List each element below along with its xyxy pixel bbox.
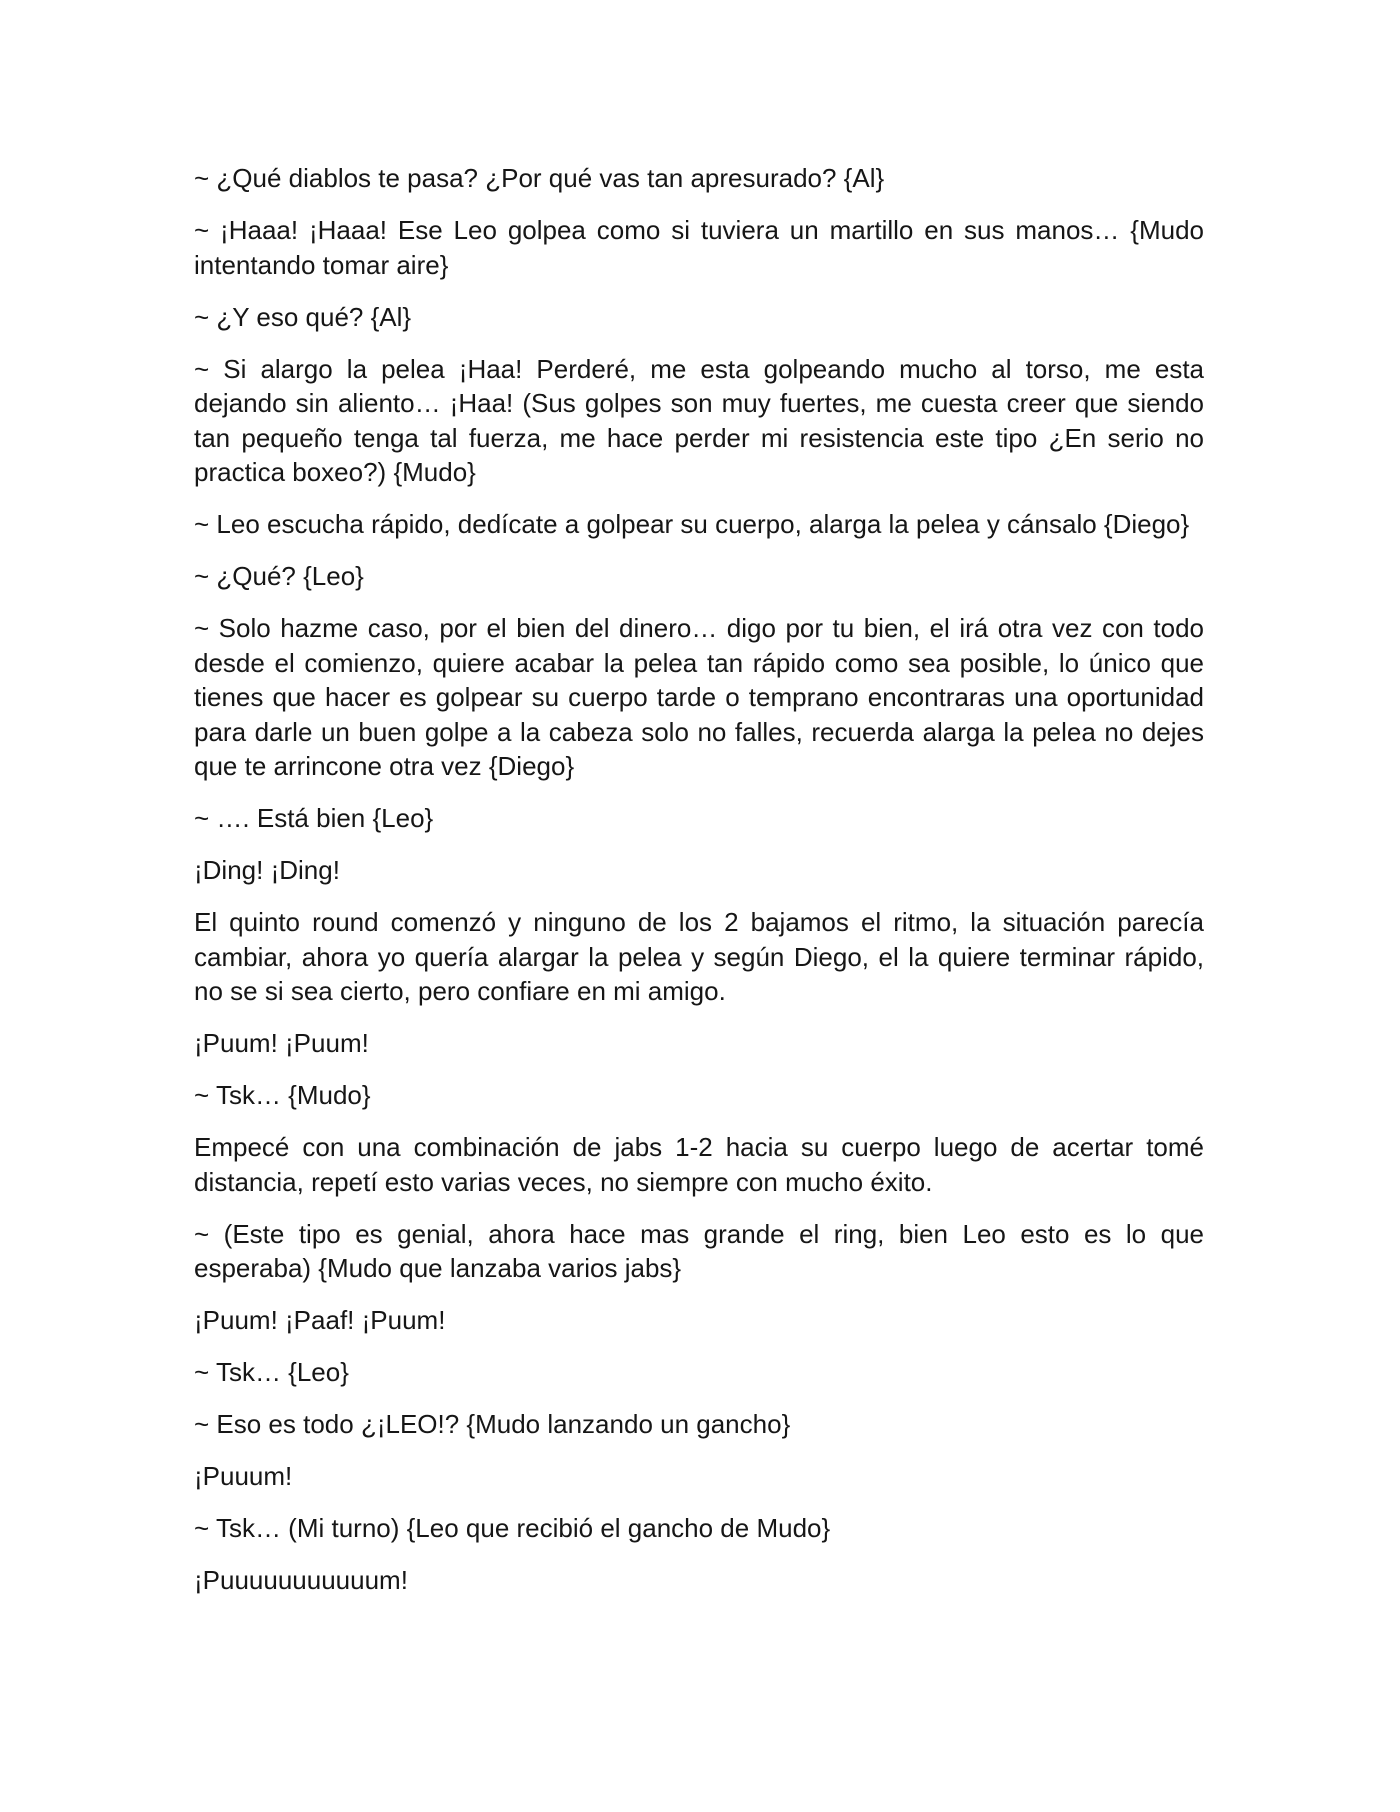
paragraph-17: ~ Eso es todo ¿¡LEO!? {Mudo lanzando un gancho} (194, 1409, 791, 1439)
paragraph-20: ¡Puuuuuuuuuuum! (194, 1565, 408, 1595)
paragraph-8: ~ …. Está bien {Leo} (194, 803, 434, 833)
paragraph-16: ~ Tsk… {Leo} (194, 1357, 349, 1387)
document-page (194, 161, 1204, 1615)
paragraph-11: ¡Puum! ¡Puum! (194, 1028, 369, 1058)
paragraph-19: ~ Tsk… (Mi turno) {Leo que recibió el gancho de Mudo} (194, 1513, 831, 1543)
paragraph-12: ~ Tsk… {Mudo} (194, 1080, 371, 1110)
paragraph-7: ~ Solo hazme caso, por el bien del dinero… digo por tu bien, el irá otra vez con todo desde el comienzo, quiere acabar la pelea tan rápido como sea posible, lo único que tienes que hacer es golpear su cuerpo tarde o temprano encontraras una oportunidad para darle un buen golpe a la cabeza solo no falles, recuerda alarga la pelea no dejes que te arrincone otra vez {Diego} (194, 613, 1204, 781)
paragraph-3: ~ ¿Y eso qué? {Al} (194, 301, 412, 332)
paragraph-13: Empecé con una combinación de jabs 1-2 hacia su cuerpo luego de acertar tomé distancia, repetí esto varias veces, no siempre con mucho éxito. (194, 1132, 1204, 1197)
paragraph-9: ¡Ding! ¡Ding! (194, 855, 340, 885)
paragraph-5: ~ Leo escucha rápido, dedícate a golpear su cuerpo, alarga la pelea y cánsalo {Diego} (194, 509, 1190, 539)
paragraph-18: ¡Puuum! (194, 1461, 293, 1491)
paragraph-6: ~ ¿Qué? {Leo} (194, 561, 364, 591)
paragraph-4: ~ Si alargo la pelea ¡Haa! Perderé, me esta golpeando mucho al torso, me esta dejando sin aliento… ¡Haa! (Sus golpes son muy fuertes, me cuesta creer que siendo tan pequeño tenga tal fuerza, me hace perder mi resistencia este tipo ¿En serio no practica boxeo?) {Mudo} (194, 353, 1204, 487)
paragraph-14: ~ (Este tipo es genial, ahora hace mas grande el ring, bien Leo esto es lo que esperaba) {Mudo que lanzaba varios jabs} (194, 1218, 1204, 1283)
paragraph-10: El quinto round comenzó y ninguno de los 2 bajamos el ritmo, la situación parecía cambiar, ahora yo quería alargar la pelea y según Diego, el la quiere terminar rápido, no se si sea cierto, pero confiare en mi amigo. (194, 907, 1204, 1006)
paragraph-15: ¡Puum! ¡Paaf! ¡Puum! (194, 1305, 446, 1335)
paragraph-2: ~ ¡Haaa! ¡Haaa! Ese Leo golpea como si tuviera un martillo en sus manos… {Mudo intentando tomar aire} (194, 215, 1204, 280)
paragraph-1: ~ ¿Qué diablos te pasa? ¿Por qué vas tan apresurado? {Al} (194, 163, 885, 193)
